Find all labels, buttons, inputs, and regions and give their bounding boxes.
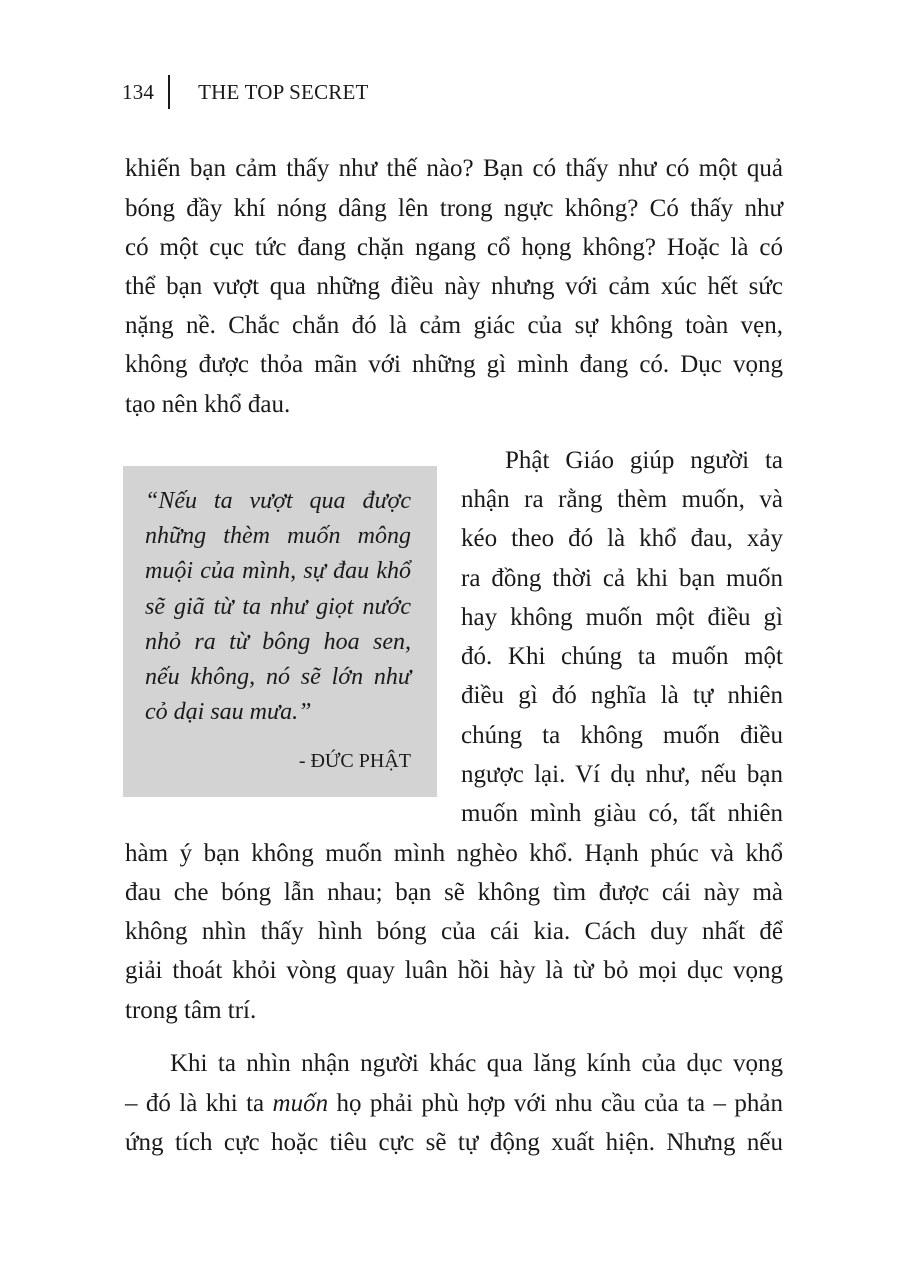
text-segment: họ phải phù hợp với nhu cầu của ta – phản — [328, 1090, 783, 1117]
text-line: khiến bạn cảm thấy như thế nào? Bạn có thấy như có một quả — [125, 155, 783, 182]
text-line — [125, 1089, 783, 1119]
text-line: muốn mình giàu có, tất nhiên — [461, 800, 783, 827]
text-line: thể bạn vượt qua những điều này nhưng với cảm xúc hết sức — [125, 273, 783, 300]
text-line: ra đồng thời cả khi bạn muốn — [461, 565, 783, 592]
text-line: đó. Khi chúng ta muốn một — [461, 643, 783, 670]
quote-line: cỏ dại sau mưa.” — [145, 699, 312, 725]
text-line: ứng tích cực hoặc tiêu cực sẽ tự động xuất hiện. Nhưng nếu — [125, 1129, 783, 1156]
text-line: trong tâm trí. — [125, 997, 257, 1024]
text-line: không nhìn thấy hình bóng của cái kia. Cách duy nhất để — [125, 918, 783, 945]
text-line: tạo nên khổ đau. — [125, 391, 291, 418]
quote-line: nếu không, nó sẽ lớn như — [145, 664, 411, 690]
text-line: chúng ta không muốn điều — [461, 722, 783, 749]
quote-author: - ĐỨC PHẬT — [298, 750, 411, 772]
text-line: điều gì đó nghĩa là tự nhiên — [461, 682, 783, 709]
text-line: không được thỏa mãn với những gì mình đang có. Dục vọng — [125, 351, 783, 378]
quote-line: sẽ giã từ ta như giọt nước — [145, 594, 411, 620]
text-line: ngược lại. Ví dụ như, nếu bạn — [461, 761, 783, 788]
pull-quote-box — [123, 466, 437, 797]
quote-line: muội của mình, sự đau khổ — [145, 558, 411, 584]
text-line: giải thoát khỏi vòng quay luân hồi hày là từ bỏ mọi dục vọng — [125, 957, 783, 984]
text-line: có một cục tức đang chặn ngang cổ họng không? Hoặc là có — [125, 234, 783, 261]
text-line: kéo theo đó là khổ đau, xảy — [461, 525, 783, 552]
text-segment: – đó là khi ta — [125, 1090, 273, 1117]
quote-line: những thèm muốn mông — [145, 523, 411, 549]
header-divider — [168, 75, 170, 109]
text-line: nặng nề. Chắc chắn đó là cảm giác của sự không toàn vẹn, — [125, 312, 783, 339]
text-line: đau che bóng lẫn nhau; bạn sẽ không tìm được cái này mà — [125, 879, 783, 906]
text-line: nhận ra rằng thèm muốn, và — [461, 486, 783, 513]
text-line: Phật Giáo giúp người ta — [505, 447, 783, 474]
page-header — [122, 74, 369, 110]
emphasis-word: muốn — [272, 1090, 329, 1117]
book-title: THE TOP SECRET — [198, 79, 369, 104]
quote-line: “Nếu ta vượt qua được — [145, 488, 411, 514]
page-number: 134 — [122, 79, 155, 104]
quote-line: nhỏ ra từ bông hoa sen, — [145, 629, 411, 655]
text-line: hay không muốn một điều gì — [461, 604, 783, 631]
text-line: bóng đầy khí nóng dâng lên trong ngực không? Có thấy như — [125, 195, 783, 222]
text-line: hàm ý bạn không muốn mình nghèo khổ. Hạnh phúc và khổ — [125, 840, 783, 867]
text-line: Khi ta nhìn nhận người khác qua lăng kính của dục vọng — [170, 1050, 783, 1077]
